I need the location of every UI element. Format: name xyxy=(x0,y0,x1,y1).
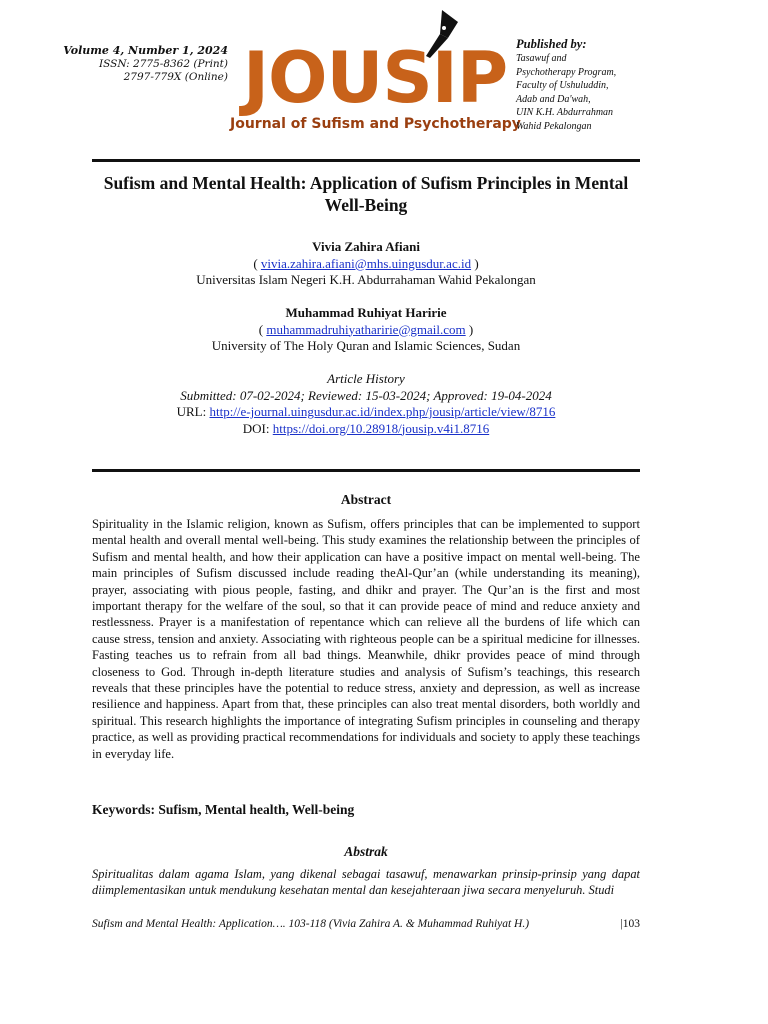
url-label: URL: xyxy=(176,404,207,419)
issn-print: ISSN: 2775-8362 (Print) xyxy=(99,57,228,70)
published-by-label: Published by: xyxy=(516,37,587,51)
author-email-line: ( muhammadruhiyatharirie@gmail.com ) xyxy=(258,321,474,337)
author-email-line: ( vivia.zahira.afiani@mhs.uingusdur.ac.id ) xyxy=(253,255,479,271)
doi-label: DOI: xyxy=(242,420,270,436)
author-name: Vivia Zahira Afiani xyxy=(312,239,420,254)
author-affiliation: University of The Holy Quran and Islamic Sciences, Sudan xyxy=(211,338,521,353)
abstract-body: Spirituality in the Islamic religion, known as Sufism, offers principles that can be implemented to support mental health and overall mental well-being. This study examines the relationship between the principles of Sufism and mental health, and how their application can have a positive impact on mental well-being. The main principles of Sufism discussed include reading theAl-Qur’an (while understanding its meaning), prayer, associating with pious people, fasting, and dhikr and prayer. The Qur’an is the first and most important therapy for the welfare of the soul, so that it can provide peace of mind and reduce anxiety and restlessness. Prayer is a manifestation of repentance which can relieve all the burdens of life which can cause stress, tension and anxiety. Associating with righteous people can be a spiritual medicine for illnesses. Fasting teaches us to refrain from all bad things. Meanwhile, dhikr provides peace of mind through closeness to God. Through in-depth literature studies and analysis of Sufism’s teachings, this research reveals that these principles have the potential to reduce stress, anxiety and depression, as well as increase resilience and happiness. Apart from that, these principles can also treat mental disorders, both worldly and spiritual. This research highlights the importance of integrating Sufism principles in counseling and therapy practice, as well as providing practical recommendations for individuals and society to apply these teachings in everyday life. xyxy=(92,517,640,761)
publisher-line: Wahid Pekalongan xyxy=(516,120,592,132)
article-doi-link[interactable]: https://doi.org/10.28918/jousip.v4i1.8716 xyxy=(272,420,490,436)
article-url-link[interactable]: http://e-journal.uingusdur.ac.id/index.php/jousip/article/view/8716 xyxy=(209,404,556,419)
page-footer xyxy=(92,918,640,930)
publisher-line: Tasawuf and xyxy=(516,53,567,64)
running-title: Sufism and Mental Health: Application…. 103-118 (Vivia Zahira A. & Muhammad Ruhiyat H.) xyxy=(92,918,530,930)
abstrak-heading: Abstrak xyxy=(344,844,388,859)
article-history-dates: Submitted: 07-02-2024; Reviewed: 15-03-2024; Approved: 19-04-2024 xyxy=(180,387,552,403)
abstract-divider xyxy=(92,469,640,472)
abstrak-body: Spiritualitas dalam agama Islam, yang dikenal sebagai tasawuf, menawarkan prinsip-prinsip yang dapat diimplementasikan untuk mendukung kesehatan mental dan kesejahteraan jiwa secara menyeluruh. Studi xyxy=(92,867,640,898)
article-history-label: Article History xyxy=(327,371,405,386)
journal-logo-wordmark: JOUSIP xyxy=(243,37,508,119)
page-number: |103 xyxy=(620,918,640,930)
abstract-heading: Abstract xyxy=(340,492,392,507)
doi-line xyxy=(92,421,640,438)
keywords: Keywords: Sufism, Mental health, Well-being xyxy=(92,802,355,817)
issn-online: 2797-779X (Online) xyxy=(123,71,228,83)
author-name: Muhammad Ruhiyat Haririe xyxy=(285,305,447,320)
article-title: Sufism and Mental Health: Application of Sufism Principles in Mental Well-Being xyxy=(103,173,629,215)
header-divider xyxy=(92,159,640,162)
author-email-link[interactable]: muhammadruhiyatharirie@gmail.com xyxy=(266,321,466,337)
volume-number: Volume 4, Number 1, 2024 xyxy=(63,44,228,57)
publisher-line: UIN K.H. Abdurrahman xyxy=(516,107,614,118)
author-affiliation: Universitas Islam Negeri K.H. Abdurrahaman Wahid Pekalongan xyxy=(196,272,536,287)
publisher-info xyxy=(516,36,656,133)
author-block-1 xyxy=(92,239,640,289)
journal-issue-info xyxy=(60,44,228,85)
url-line xyxy=(92,404,640,421)
publisher-line: Faculty of Ushuluddin, xyxy=(516,80,609,91)
author-email-link[interactable]: vivia.zahira.afiani@mhs.uingusdur.ac.id xyxy=(260,255,472,271)
article-history-block xyxy=(92,371,640,437)
author-block-2 xyxy=(92,305,640,355)
journal-logo-subtitle: Journal of Sufism and Psychotherapy xyxy=(230,116,521,132)
publisher-line: Psychotherapy Program, xyxy=(516,66,617,78)
publisher-line: Adab and Da'wah, xyxy=(516,93,591,105)
